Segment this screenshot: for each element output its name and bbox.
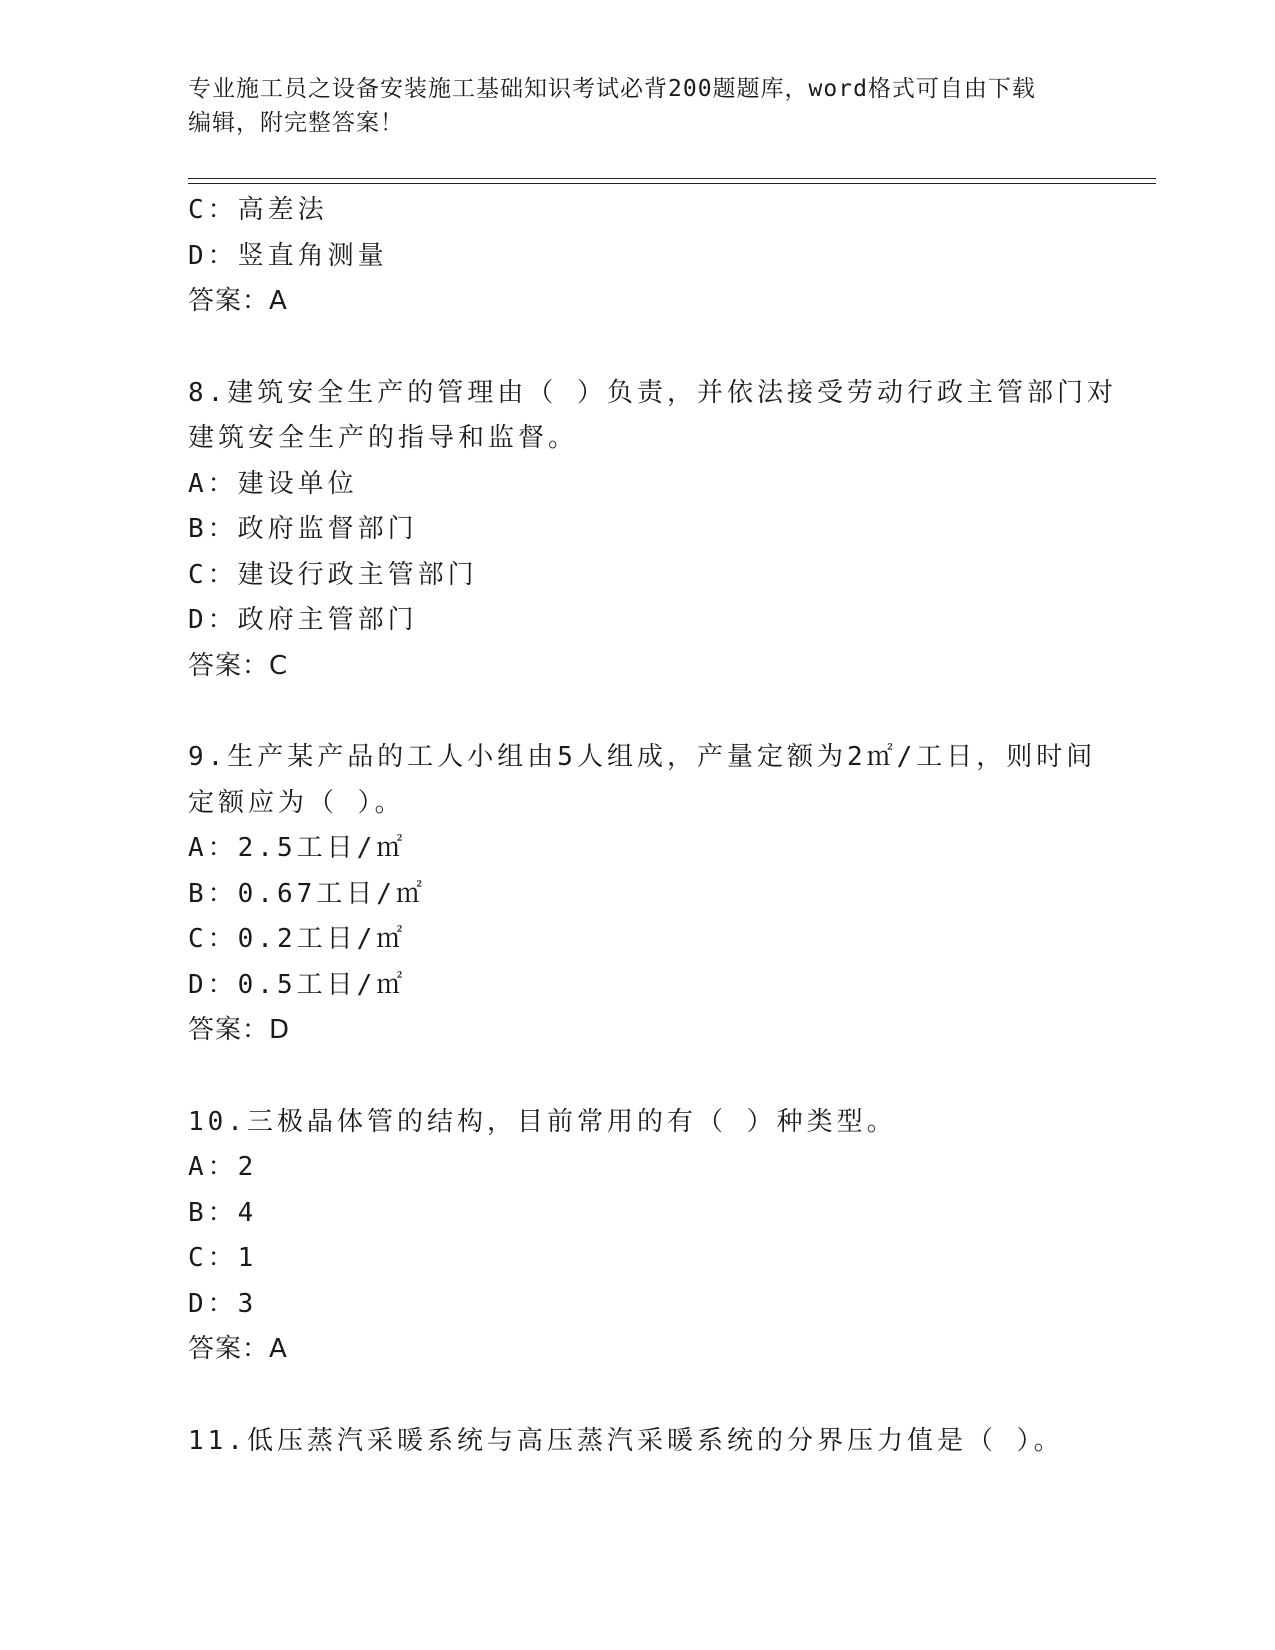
- option-a: A：2.5工日/㎡: [188, 833, 407, 863]
- option-c: C：0.2工日/㎡: [188, 924, 407, 954]
- question-text-continued: 建筑安全生产的指导和监督。: [188, 423, 579, 453]
- option-d: D：竖直角测量: [188, 240, 388, 271]
- question-text: 8.建筑安全生产的管理由（ ）负责，并依法接受劳动行政主管部门对: [188, 377, 1117, 408]
- option-c: C：1: [188, 1243, 258, 1273]
- option-d: D：0.5工日/㎡: [188, 969, 407, 1000]
- spacer: [188, 689, 1088, 735]
- answer-line: 答案：C: [188, 650, 289, 681]
- spacer: [188, 325, 1088, 371]
- answer-line: 答案：D: [188, 1015, 291, 1045]
- option-d: D：3: [188, 1288, 258, 1319]
- question-list: [188, 188, 1117, 1464]
- answer-line: 答案：A: [188, 286, 288, 316]
- answer-line: 答案：A: [188, 1334, 288, 1364]
- option-c: C：高差法: [188, 195, 328, 225]
- option-c: C：建设行政主管部门: [188, 559, 478, 590]
- question-block-11: [188, 1419, 1088, 1465]
- option-a: A：建设单位: [188, 468, 358, 499]
- document-header: [188, 72, 1068, 140]
- question-block-7: [188, 188, 1088, 325]
- question-text: 11.低压蒸汽采暖系统与高压蒸汽采暖系统的分界压力值是（ ）。: [188, 1425, 1064, 1456]
- question-block-10: [188, 1100, 1088, 1373]
- header-title-line-2: 编辑，附完整答案！: [188, 110, 404, 136]
- header-title-line-1: 专业施工员之设备安装施工基础知识考试必背200题题库，word格式可自由下载: [188, 76, 1036, 102]
- header-divider: [188, 183, 1156, 184]
- header-divider: [188, 178, 1156, 179]
- question-block-9: [188, 735, 1097, 1054]
- spacer: [188, 1054, 1088, 1100]
- option-b: B：4: [188, 1197, 258, 1228]
- option-b: B：政府监督部门: [188, 514, 418, 544]
- option-a: A：2: [188, 1152, 258, 1182]
- option-d: D：政府主管部门: [188, 605, 418, 635]
- question-text: 9.生产某产品的工人小组由5人组成，产量定额为2㎡/工日，则时间: [188, 742, 1097, 772]
- question-block-8: [188, 371, 1117, 690]
- question-text: 10.三极晶体管的结构，目前常用的有（ ）种类型。: [188, 1106, 897, 1137]
- question-text-continued: 定额应为（ ）。: [188, 787, 405, 818]
- option-b: B：0.67工日/㎡: [188, 878, 426, 909]
- spacer: [188, 1373, 1088, 1419]
